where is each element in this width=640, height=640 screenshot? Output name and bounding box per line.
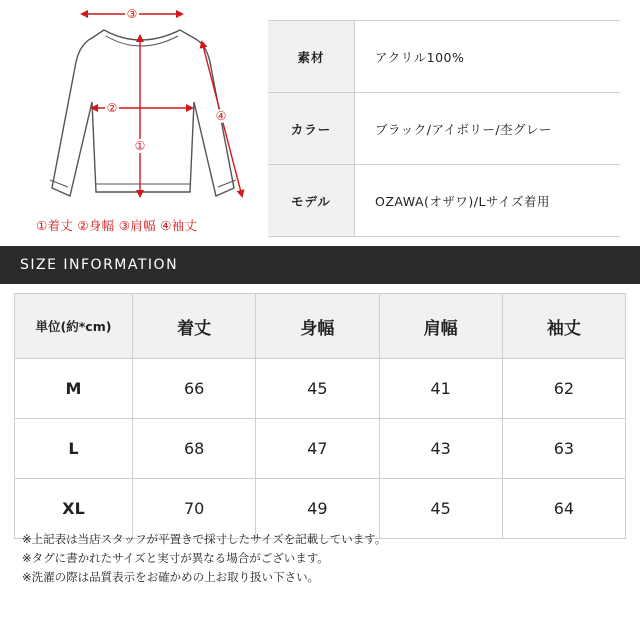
column-header: 肩幅 xyxy=(379,294,502,359)
notes xyxy=(22,530,386,587)
size-cell: 45 xyxy=(379,479,502,539)
spec-row-model xyxy=(268,165,620,237)
spec-label: カラー xyxy=(268,93,355,165)
size-cell: 68 xyxy=(133,419,256,479)
size-row-l xyxy=(15,419,626,479)
shoulder-marker: ③ xyxy=(126,7,138,21)
size-cell: 63 xyxy=(502,419,625,479)
sweater-outline xyxy=(52,30,234,196)
spec-row-material xyxy=(268,21,620,93)
column-header: 着丈 xyxy=(133,294,256,359)
size-cell: 64 xyxy=(502,479,625,539)
sweater-illustration xyxy=(20,0,250,240)
size-cell: 70 xyxy=(133,479,256,539)
note-line: ※タグに書かれたサイズと実寸が異なる場合がございます。 xyxy=(22,551,329,565)
spec-label: 素材 xyxy=(268,21,355,93)
size-cell: 62 xyxy=(502,359,625,419)
size-row-m xyxy=(15,359,626,419)
width-marker: ② xyxy=(106,101,118,115)
size-cell: 45 xyxy=(256,359,379,419)
garment-diagram xyxy=(20,0,250,240)
spec-value: ブラック/アイボリー/杢グレー xyxy=(355,93,621,165)
size-table xyxy=(14,293,626,539)
size-cell: 49 xyxy=(256,479,379,539)
size-cell: 47 xyxy=(256,419,379,479)
spec-value: アクリル100% xyxy=(355,21,621,93)
column-header: 袖丈 xyxy=(502,294,625,359)
unit-header: 単位(約*cm) xyxy=(15,294,133,359)
spec-label: モデル xyxy=(268,165,355,237)
size-information-banner: SIZE INFORMATION xyxy=(0,246,640,284)
size-label: L xyxy=(15,419,133,479)
size-label: XL xyxy=(15,479,133,539)
size-table-header xyxy=(15,294,626,359)
size-cell: 41 xyxy=(379,359,502,419)
size-cell: 43 xyxy=(379,419,502,479)
measurement-legend: ①着丈 ②身幅 ③肩幅 ④袖丈 xyxy=(36,218,198,233)
size-label: M xyxy=(15,359,133,419)
note-line: ※洗濯の際は品質表示をお確かめの上お取り扱い下さい。 xyxy=(22,570,320,584)
size-cell: 66 xyxy=(133,359,256,419)
spec-row-color xyxy=(268,93,620,165)
column-header: 身幅 xyxy=(256,294,379,359)
sleeve-marker: ④ xyxy=(215,109,227,123)
note-line: ※上記表は当店スタッフが平置きで採寸したサイズを記載しています。 xyxy=(22,532,387,546)
spec-table xyxy=(268,20,620,237)
length-marker: ① xyxy=(134,139,146,153)
spec-value: OZAWA(オザワ)/Lサイズ着用 xyxy=(355,165,621,237)
